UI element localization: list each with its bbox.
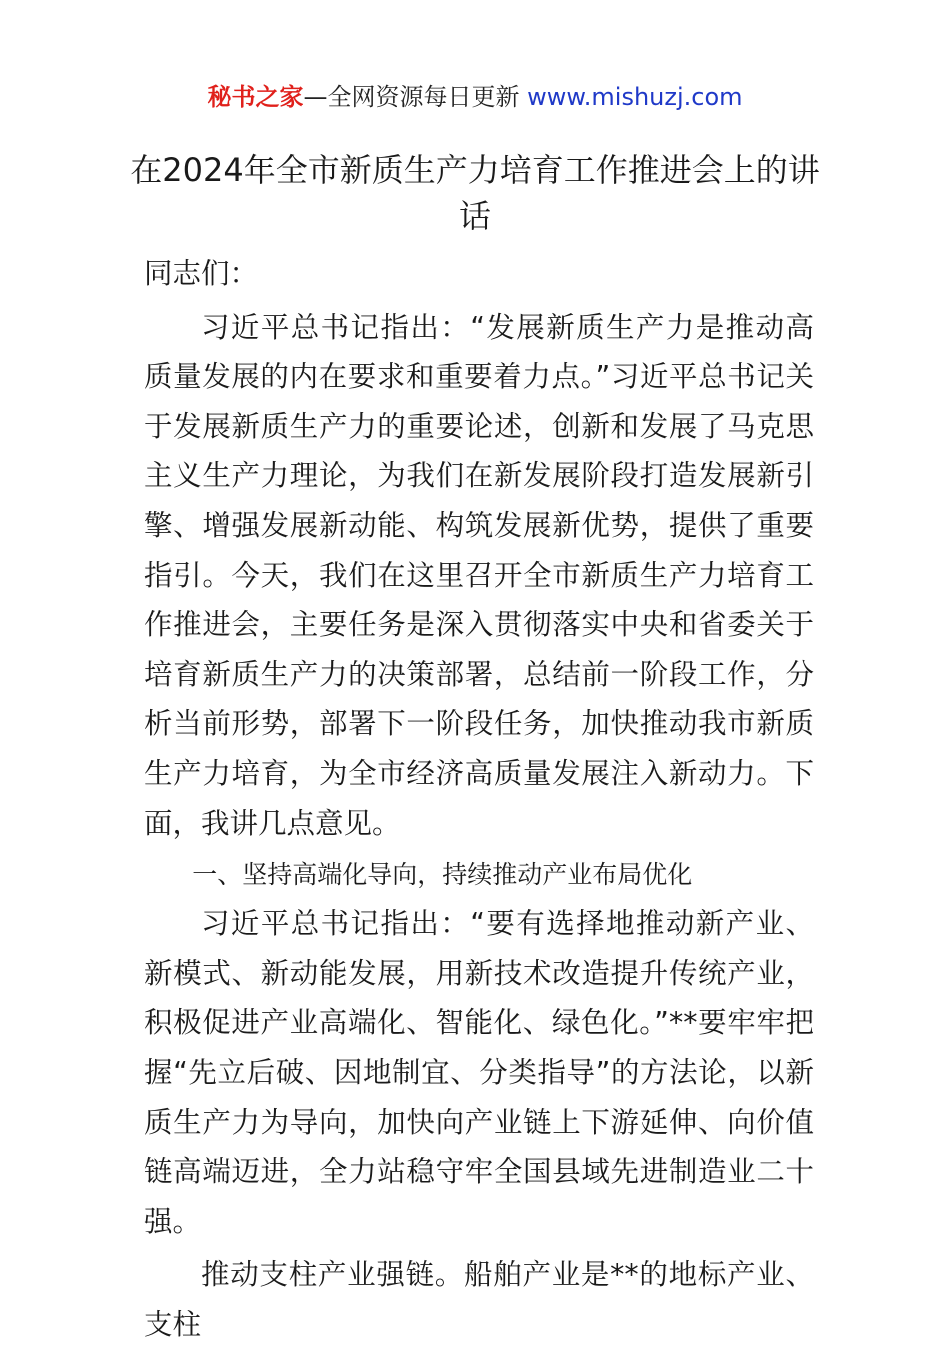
section-heading-1: 一、坚持高端化导向，持续推动产业布局优化	[192, 860, 693, 890]
paragraph-intro: 习近平总书记指出：“发展新质生产力是推动高质量发展的内在要求和重要着力点。”习近平总书记关于发展新质生产力的重要论述，创新和发展了马克思主义生产力理论，为我们在新发展阶段打造发展新引擎、增强发展新动能、构筑发展新优势，提供了重要指引。今天，我们在这里召开全市新质生产力培育工作推进会，主要任务是深入贯彻落实中央和省委关于培育新质生产力的决策部署，总结前一阶段工作，分析当前形势，部署下一阶段任务，加快推动我市新质生产力培育，为全市经济高质量发展注入新动力。下面，我讲几点意见。	[144, 310, 814, 840]
banner-dash: —	[303, 83, 328, 111]
salutation: 同志们：	[144, 257, 259, 290]
document-body	[144, 249, 814, 1349]
banner-tagline: 全网资源每日更新	[327, 83, 520, 111]
paragraph-section-1: 习近平总书记指出：“要有选择地推动新产业、新模式、新动能发展，用新技术改造提升传统产业，积极促进产业高端化、智能化、绿色化。”**要牢牢把握“先立后破、因地制宜、分类指导”的方法论，以新质生产力为导向，加快向产业链上下游延伸、向价值链高端迈进，全力站稳守牢全国县域先进制造业二十强。	[144, 907, 814, 1238]
paragraph-pillar-industry: 推动支柱产业强链。船舶产业是**的地标产业、支柱	[144, 1258, 814, 1341]
banner-url[interactable]: www.mishuzj.com	[527, 83, 743, 111]
site-banner	[0, 80, 950, 114]
document-title: 在2024年全市新质生产力培育工作推进会上的讲话	[130, 151, 820, 236]
banner-brand: 秘书之家	[207, 83, 304, 111]
